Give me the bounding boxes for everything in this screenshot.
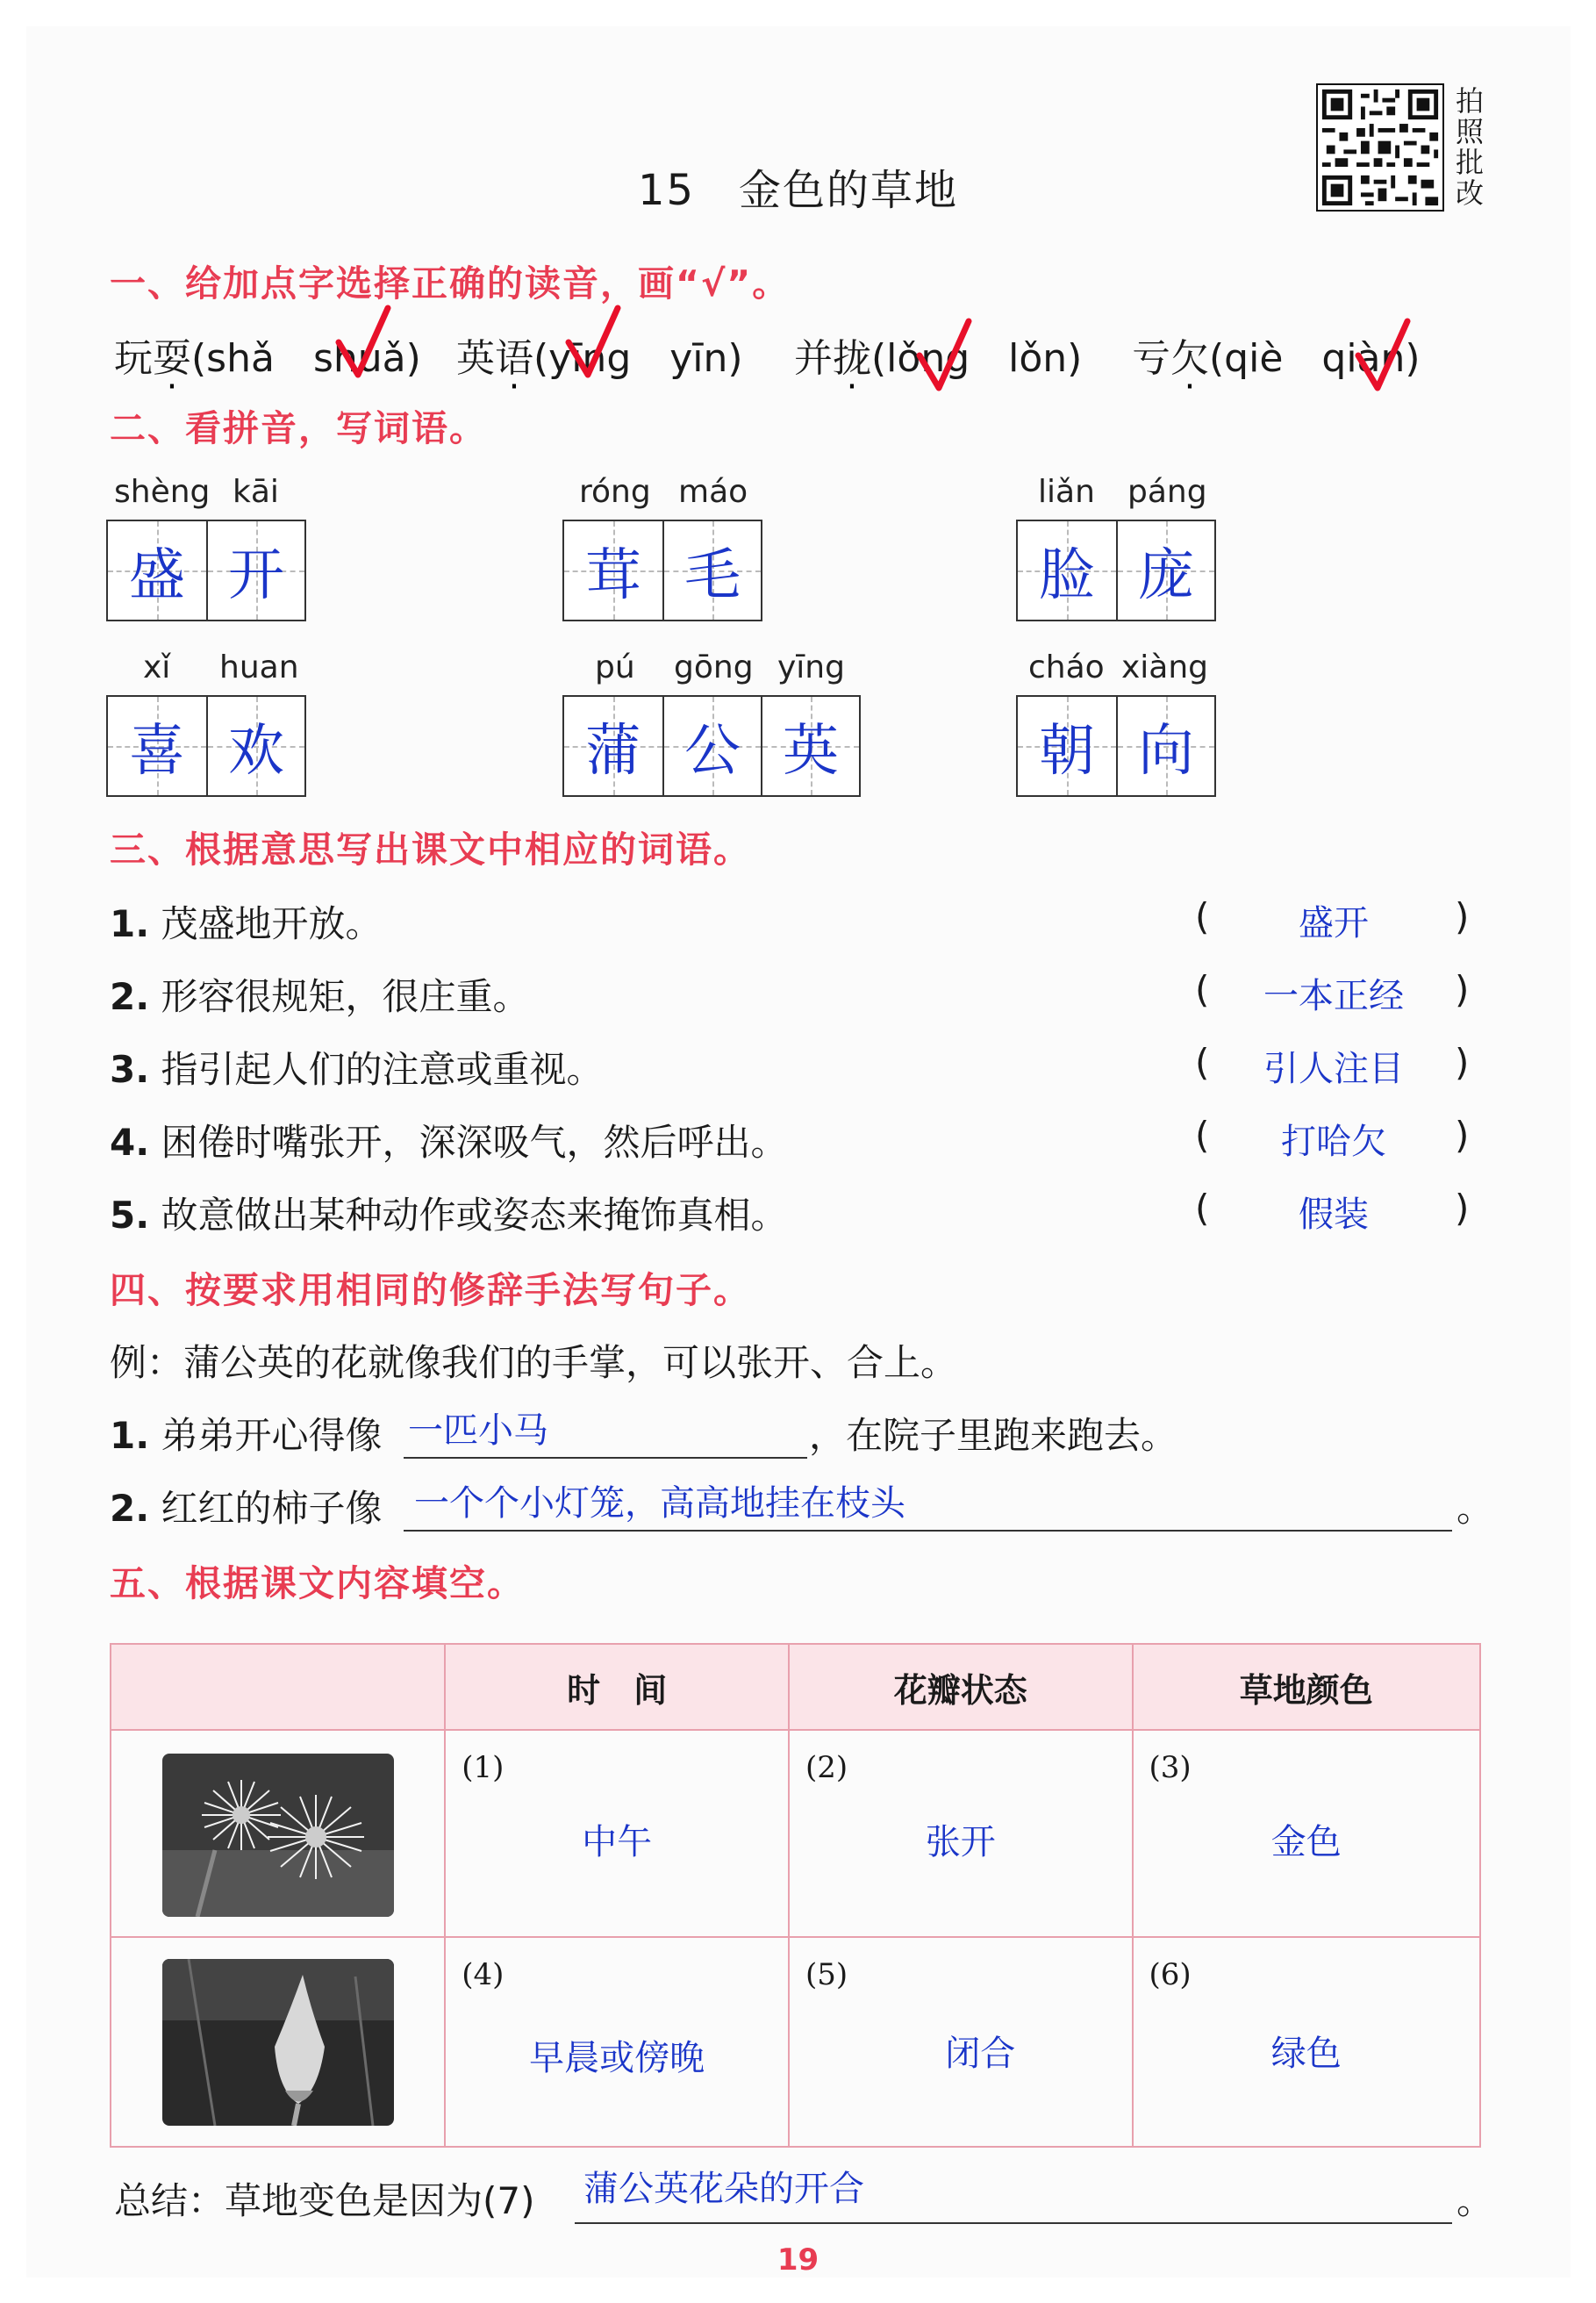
- answer-field[interactable]: 打哈欠: [1281, 1122, 1386, 1162]
- option[interactable]: qiàn: [1321, 336, 1406, 381]
- table-cell[interactable]: (6) 绿色: [1133, 1937, 1480, 2147]
- dotted-char: 耍: [153, 336, 191, 381]
- option[interactable]: shuǎ: [312, 336, 406, 381]
- option[interactable]: qiè: [1224, 336, 1284, 381]
- checkmark-icon: [562, 303, 623, 382]
- pinyin: kāi: [233, 474, 279, 510]
- pronunciation-item-1: 玩耍(shǎ shuǎ): [114, 326, 421, 383]
- table-cell[interactable]: (5) 闭合: [789, 1937, 1132, 2147]
- answer-field[interactable]: 假装: [1299, 1195, 1369, 1235]
- pinyin: róng: [579, 474, 651, 510]
- paren-close: ): [1455, 968, 1470, 1011]
- char-answer: 喜: [129, 719, 185, 784]
- char-answer: 庞: [1138, 543, 1194, 608]
- answer-field: 绿色: [1270, 2034, 1342, 2074]
- char-answer: 向: [1138, 719, 1194, 784]
- answer-field: 金色: [1270, 1822, 1342, 1862]
- option[interactable]: lǒng: [886, 336, 970, 381]
- table-cell[interactable]: (4) 早晨或傍晚: [445, 1937, 789, 2147]
- char-box[interactable]: [562, 520, 762, 621]
- table-cell[interactable]: (2) 张开: [789, 1730, 1132, 1937]
- char-answer: 公: [684, 719, 741, 784]
- dotted-char: 语: [495, 336, 533, 381]
- definition-item: 3. 指引起人们的注意或重视。: [110, 1048, 604, 1091]
- char-answer: 盛: [129, 543, 185, 608]
- char-answer: 朝: [1039, 719, 1095, 784]
- paren-open: (: [1195, 1114, 1210, 1157]
- sentence-1: 1. 弟弟开心得像: [110, 1414, 383, 1457]
- definition-item: 4. 困倦时嘴张开，深深吸气，然后呼出。: [110, 1121, 788, 1164]
- answer-field: 闭合: [945, 2034, 1016, 2074]
- answer-field: 张开: [925, 1822, 996, 1862]
- page-number: 19: [777, 2242, 819, 2278]
- section4-heading: 四、按要求用相同的修辞手法写句子。: [110, 1269, 751, 1311]
- char-box[interactable]: [106, 520, 306, 621]
- char-answer: 茸: [585, 543, 641, 608]
- answer-field[interactable]: 一个个小灯笼，高高地挂在枝头: [414, 1483, 905, 1524]
- paren-open: (: [1195, 1187, 1210, 1230]
- qr-label: 拍照批改: [1455, 84, 1484, 210]
- pinyin: páng: [1127, 474, 1207, 510]
- pinyin: xiàng: [1121, 649, 1209, 685]
- dotted-char: 欠: [1170, 336, 1209, 381]
- char-box[interactable]: [1016, 695, 1216, 797]
- pinyin: yīng: [777, 649, 845, 685]
- definition-item: 1. 茂盛地开放。: [110, 902, 383, 945]
- answer-line: [404, 1457, 807, 1459]
- answer-field[interactable]: 一匹小马: [408, 1410, 548, 1451]
- sentence-2-end: 。: [1456, 1487, 1494, 1530]
- pronunciation-item-3: 并拢(lǒng lǒn): [794, 326, 1082, 383]
- summary-end: 。: [1456, 2179, 1494, 2222]
- table-header: 草地颜色: [1133, 1644, 1480, 1730]
- answer-field[interactable]: 盛开: [1299, 903, 1369, 943]
- char-box[interactable]: [106, 695, 306, 797]
- checkmark-icon: [913, 316, 974, 395]
- table-header-blank: [111, 1644, 445, 1730]
- pinyin: pú: [595, 649, 635, 685]
- sentence-1-end: ，在院子里跑来跑去。: [809, 1414, 1178, 1457]
- definition-item: 2. 形容很规矩，很庄重。: [110, 975, 530, 1018]
- char-answer: 开: [228, 543, 284, 608]
- section1-heading: 一、给加点字选择正确的读音，画“√”。: [110, 262, 791, 305]
- paren-close: ): [1455, 895, 1470, 938]
- char-box[interactable]: [1016, 520, 1216, 621]
- char-answer: 欢: [228, 719, 284, 784]
- paren-open: (: [1195, 1041, 1210, 1084]
- pronunciation-item-2: 英语(yīng yīn): [456, 326, 743, 383]
- table-header: 时 间: [445, 1644, 789, 1730]
- page-title: 15 金色的草地: [637, 166, 959, 215]
- section5-heading: 五、根据课文内容填空。: [110, 1562, 525, 1604]
- pronunciation-item-4: 亏欠(qiè qiàn): [1132, 326, 1421, 383]
- paren-open: (: [1195, 968, 1210, 1011]
- pinyin: liǎn: [1038, 474, 1095, 510]
- answer-field: 中午: [582, 1822, 653, 1862]
- char-answer: 毛: [684, 543, 741, 608]
- pinyin: cháo: [1028, 649, 1105, 685]
- section3-heading: 三、根据意思写出课文中相应的词语。: [110, 829, 751, 871]
- summary-sentence: 总结：草地变色是因为(7): [114, 2179, 535, 2222]
- dotted-char: 拢: [833, 336, 871, 381]
- option[interactable]: yīng: [548, 336, 632, 381]
- example-sentence: 例：蒲公英的花就像我们的手掌，可以张开、合上。: [110, 1341, 958, 1384]
- option[interactable]: shǎ: [206, 336, 275, 381]
- pinyin: máo: [678, 474, 748, 510]
- word-plain: 英: [456, 336, 495, 381]
- photo-cell: [111, 1730, 445, 1937]
- table-cell[interactable]: (1) 中午: [445, 1730, 789, 1937]
- char-answer: 脸: [1039, 543, 1095, 608]
- word-plain: 玩: [114, 336, 153, 381]
- paren-close: ): [1455, 1041, 1470, 1084]
- paren-close: ): [1455, 1187, 1470, 1230]
- char-answer: 蒲: [585, 719, 641, 784]
- sentence-2: 2. 红红的柿子像: [110, 1487, 383, 1530]
- answer-line: [575, 2222, 1452, 2224]
- fill-table: [110, 1643, 1481, 2148]
- dandelion-closed-photo: [162, 1959, 394, 2126]
- answer-field[interactable]: 一本正经: [1263, 976, 1404, 1016]
- table-cell[interactable]: (3) 金色: [1133, 1730, 1480, 1937]
- table-header: 花瓣状态: [789, 1644, 1132, 1730]
- answer-line: [404, 1530, 1452, 1532]
- definition-item: 5. 故意做出某种动作或姿态来掩饰真相。: [110, 1194, 788, 1237]
- char-answer: 英: [783, 719, 839, 784]
- answer-field: 早晨或傍晚: [529, 2038, 705, 2078]
- option[interactable]: yīn: [669, 336, 728, 381]
- char-box[interactable]: [562, 695, 861, 797]
- option[interactable]: lǒn: [1008, 336, 1068, 381]
- photo-cell: [111, 1937, 445, 2147]
- pinyin: huan: [219, 649, 299, 685]
- word-plain: 亏: [1132, 336, 1170, 381]
- pinyin: gōng: [674, 649, 754, 685]
- dandelion-open-photo: [162, 1754, 394, 1917]
- word-plain: 并: [794, 336, 833, 381]
- paren-open: (: [1195, 895, 1210, 938]
- answer-field[interactable]: 蒲公英花朵的开合: [583, 2169, 864, 2209]
- checkmark-icon: [1351, 316, 1413, 395]
- answer-field[interactable]: 引人注目: [1263, 1049, 1404, 1089]
- paren-close: ): [1455, 1114, 1470, 1157]
- checkmark-icon: [332, 303, 393, 382]
- section2-heading: 二、看拼音，写词语。: [110, 407, 487, 449]
- pinyin: shèng: [114, 474, 211, 510]
- qr-code-icon[interactable]: [1316, 83, 1444, 212]
- pinyin: xǐ: [143, 649, 171, 685]
